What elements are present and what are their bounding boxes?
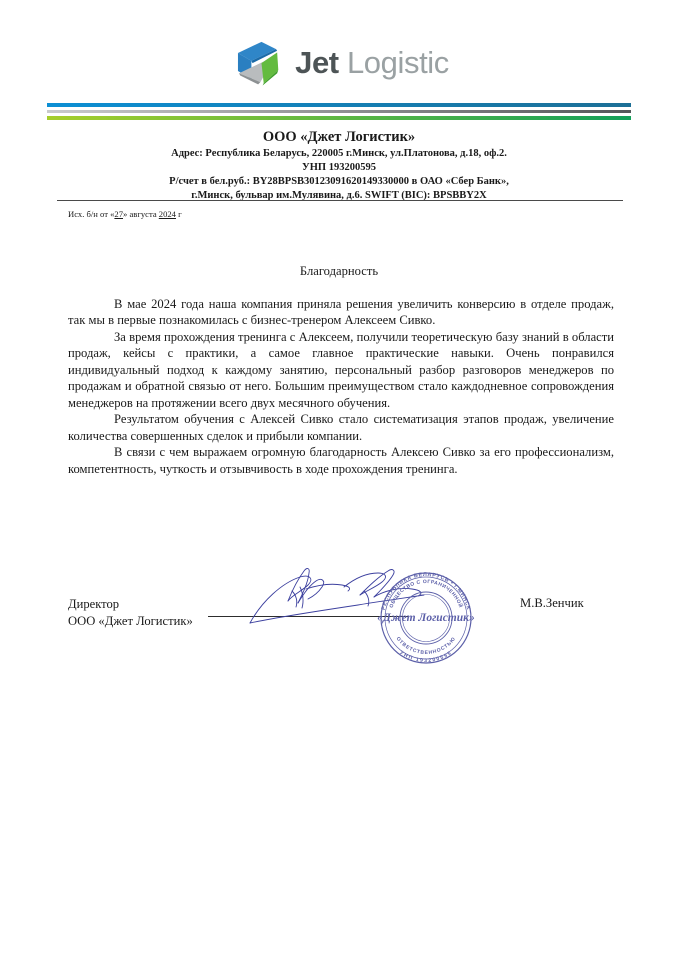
company-round-stamp bbox=[366, 558, 518, 676]
signature-role-block bbox=[68, 596, 193, 630]
reference-year: 2024 bbox=[158, 209, 176, 219]
jet-logistic-hexagon-logo-icon bbox=[229, 34, 285, 90]
reference-middle: » августа bbox=[123, 209, 159, 219]
document-title: Благодарность bbox=[299, 264, 379, 278]
signer-org: ООО «Джет Логистик» bbox=[68, 614, 193, 628]
bar-gray bbox=[47, 110, 631, 113]
letterhead-header bbox=[0, 128, 678, 203]
body-paragraph: В связи с чем выражаем огромную благодарность Алексею Сивко за его профессионализм, компетентность, чуткость и отзывчивость в ходе прохождения тренинга. bbox=[68, 445, 614, 476]
stamp-inner-bottom-text: ОТВЕТСТВЕННОСТЬЮ bbox=[394, 635, 458, 657]
reference-suffix: г bbox=[175, 209, 182, 219]
stamp-outer-top-text: РЕСПУБЛИКА БЕЛАРУСЬ • г.МИНСК bbox=[380, 571, 472, 611]
stamp-outer-bottom-text: УНП 193200595 bbox=[398, 649, 454, 665]
signer-name: М.В.Зенчик bbox=[520, 596, 584, 610]
logo-word-secondary: Logistic bbox=[346, 44, 449, 80]
bar-blue bbox=[47, 103, 631, 107]
reference-day: 27 bbox=[114, 209, 123, 219]
company-name: ООО «Джет Логистик» bbox=[262, 129, 416, 145]
outgoing-reference bbox=[68, 209, 182, 219]
stamp-center-text: «Джет Логистик» bbox=[377, 612, 475, 624]
signer-role: Директор bbox=[68, 597, 120, 611]
bar-green bbox=[47, 116, 631, 120]
stamp-inner-top-text: ОБЩЕСТВО С ОГРАНИЧЕННОЙ bbox=[388, 578, 464, 609]
company-account: Р/счет в бел.руб.: BY28BPSB30123091620149330000 в ОАО «Сбер Банк», bbox=[169, 175, 509, 187]
company-unp: УНП 193200595 bbox=[302, 161, 376, 173]
body-paragraph: Результатом обучения с Алексей Сивко стало систематизация этапов продаж, увеличение количества совершенных сделок и прибыли компании. bbox=[68, 412, 614, 443]
document-body bbox=[68, 296, 614, 477]
body-paragraph: В мае 2024 года наша компания приняла решения увеличить конверсию в отделе продаж, так мы в первые познакомилась с бизнес-тренером Алексеем Сивко. bbox=[68, 297, 614, 328]
reference-prefix: Исх. б/н от « bbox=[68, 209, 115, 219]
company-bank-address: г.Минск, бульвар им.Мулявина, д.6. SWIFT (BIC): BPSBBY2X bbox=[191, 189, 487, 201]
logo-word-primary: Jet bbox=[295, 44, 339, 80]
company-address: Адрес: Республика Беларусь, 220005 г.Минск, ул.Платонова, д.18, оф.2. bbox=[171, 148, 507, 160]
decorative-bars bbox=[47, 103, 631, 120]
body-paragraph: За время прохождения тренинга с Алексеем, получили теоретическую базу знаний в области продаж, кейсы с практики, а самое главное практические навыки. Очень понравился индивидуальный подход к каждому занятию, персональный разбор разговоров менеджеров по продажам и обратной связью от него. Большим преимуществом стало каждодневное сопровождения менеджеров на протяжении всего двух месячного обучения. bbox=[68, 329, 614, 410]
logo-wordmark bbox=[295, 44, 449, 80]
header-divider bbox=[57, 200, 623, 201]
company-logo bbox=[0, 34, 678, 90]
